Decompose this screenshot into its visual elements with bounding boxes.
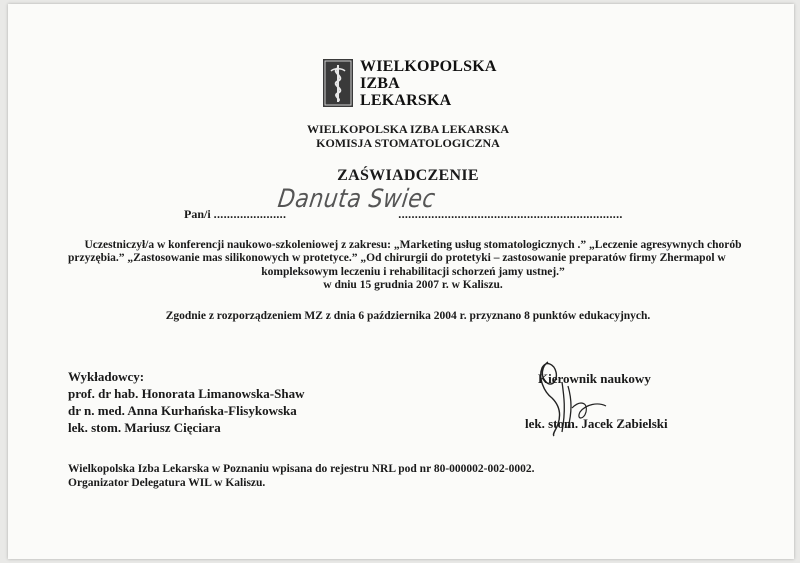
commission-name: KOMISJA STOMATOLOGICZNA <box>316 136 500 150</box>
caduceus-emblem-icon <box>323 59 353 107</box>
recipient-label: Pan/i <box>184 207 211 221</box>
lecturers-heading: Wykładowcy: <box>68 369 145 384</box>
logo-line-3: LEKARSKA <box>360 92 452 109</box>
statement-line-2: przyzębia.” „Zastosowanie mas silikonowych w protetyce.” „Od chirurgii do protetyki – zastosowanie preparatów firmy Zhermapol w <box>68 252 726 265</box>
supervisor-label: Kierownik naukowy <box>538 371 651 386</box>
recipient-dots-right: .................................................................... <box>398 207 623 221</box>
supervisor-name: lek. stom. Jacek Zabielski <box>525 416 668 431</box>
logo-line-2: IZBA <box>360 75 400 92</box>
registry-footer <box>68 462 534 490</box>
footer-line-1: Wielkopolska Izba Lekarska w Poznaniu wpisana do rejestru NRL pod nr 80-000002-002-0002. <box>68 463 535 475</box>
chamber-logo <box>323 59 523 111</box>
participation-statement <box>68 239 758 292</box>
statement-line-4: w dniu 15 grudnia 2007 r. w Kaliszu. <box>323 278 503 291</box>
lecturer-name: lek. stom. Mariusz Cięciara <box>68 420 221 435</box>
logo-wordmark <box>360 58 497 109</box>
recipient-dots-left: ...................... <box>213 207 287 221</box>
recipient-handwritten-name: Danuta Swiec <box>275 185 438 214</box>
lecturer-name: prof. dr hab. Honorata Limanowska-Shaw <box>68 386 305 401</box>
logo-line-1: WIELKOPOLSKA <box>360 58 497 75</box>
regulation-statement: Zgodnie z rozporządzeniem MZ z dnia 6 października 2004 r. przyznano 8 punktów edukacyjnych. <box>165 310 651 322</box>
certificate-sheet <box>8 4 794 559</box>
statement-line-3: kompleksowym leczeniu i rehabilitacji schorzeń jamy ustnej.” <box>261 265 565 278</box>
statement-line-1: Uczestniczył/a w konferencji naukowo-szkoleniowej z zakresu: „Marketing usług stomatologicznych .” „Leczenie agresywnych chorób <box>84 239 742 251</box>
document-title: ZAŚWIADCZENIE <box>337 167 479 184</box>
footer-line-2: Organizator Delegatura WIL w Kaliszu. <box>68 477 266 489</box>
lecturers-block <box>68 368 304 436</box>
issuer-name: WIELKOPOLSKA IZBA LEKARSKA <box>306 122 510 136</box>
lecturer-name: dr n. med. Anna Kurhańska-Flisykowska <box>68 403 297 418</box>
